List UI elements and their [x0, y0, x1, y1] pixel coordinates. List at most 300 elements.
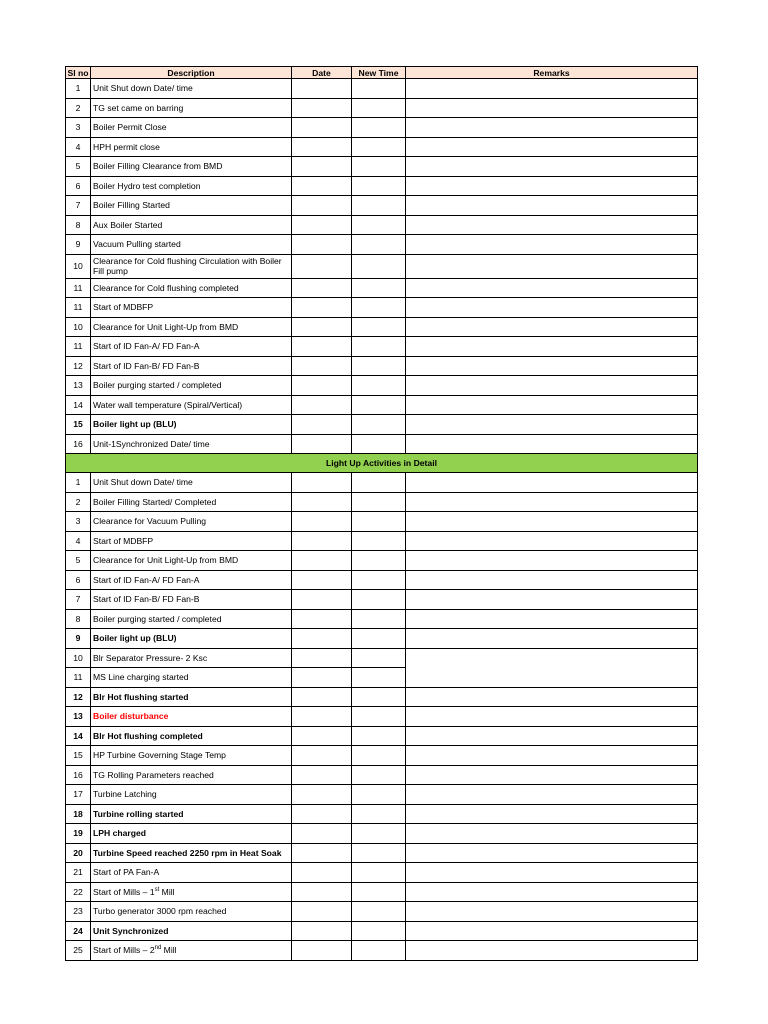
- date-cell[interactable]: [292, 512, 352, 532]
- table-row: [66, 337, 698, 357]
- row-number: 9: [66, 629, 91, 649]
- description-text: Boiler Hydro test completion: [93, 180, 201, 191]
- row-number: 1: [66, 473, 91, 493]
- row-description: [91, 356, 292, 376]
- row-description: [91, 570, 292, 590]
- remarks-cell[interactable]: [406, 629, 698, 649]
- remarks-cell[interactable]: [406, 882, 698, 902]
- new-time-cell[interactable]: [352, 337, 406, 357]
- new-time-cell[interactable]: [352, 570, 406, 590]
- new-time-cell[interactable]: [352, 492, 406, 512]
- date-cell[interactable]: [292, 824, 352, 844]
- row-number: 14: [66, 395, 91, 415]
- remarks-cell[interactable]: [406, 356, 698, 376]
- description-text: Start of ID Fan-A/ FD Fan-A: [93, 574, 200, 585]
- description-text: TG Rolling Parameters reached: [93, 769, 214, 780]
- section-header-row: [66, 454, 698, 473]
- row-number: 2: [66, 492, 91, 512]
- row-number: 15: [66, 415, 91, 435]
- row-number: 2: [66, 98, 91, 118]
- new-time-cell[interactable]: [352, 473, 406, 493]
- row-description: [91, 157, 292, 177]
- date-cell[interactable]: [292, 863, 352, 883]
- table-row: [66, 137, 698, 157]
- new-time-cell[interactable]: [352, 590, 406, 610]
- remarks-cell[interactable]: [406, 196, 698, 216]
- row-number: 6: [66, 176, 91, 196]
- new-time-cell[interactable]: [352, 804, 406, 824]
- new-time-cell[interactable]: [352, 98, 406, 118]
- new-time-cell[interactable]: [352, 356, 406, 376]
- date-cell[interactable]: [292, 882, 352, 902]
- row-description: [91, 648, 292, 668]
- description-text: Unit-1Synchronized Date/ time: [93, 438, 210, 449]
- row-number: 21: [66, 863, 91, 883]
- row-description: [91, 434, 292, 454]
- new-time-cell[interactable]: [352, 118, 406, 138]
- new-time-cell[interactable]: [352, 137, 406, 157]
- description-text: HP Turbine Governing Stage Temp: [93, 750, 226, 761]
- table-row: [66, 473, 698, 493]
- remarks-cell[interactable]: [406, 551, 698, 571]
- remarks-cell[interactable]: [406, 215, 698, 235]
- description-text: Boiler Filling Started/ Completed: [93, 496, 217, 507]
- header-sl-no: Sl no: [67, 67, 89, 78]
- remarks-cell[interactable]: [406, 785, 698, 805]
- table-row: [66, 804, 698, 824]
- date-cell[interactable]: [292, 317, 352, 337]
- new-time-cell[interactable]: [352, 941, 406, 961]
- new-time-cell[interactable]: [352, 609, 406, 629]
- date-cell[interactable]: [292, 215, 352, 235]
- description-text: Start of MDBFP: [93, 302, 154, 313]
- row-number: 25: [66, 941, 91, 961]
- description-text: Water wall temperature (Spiral/Vertical): [93, 399, 243, 410]
- new-time-cell[interactable]: [352, 395, 406, 415]
- row-description: [91, 98, 292, 118]
- row-description: [91, 843, 292, 863]
- row-description: [91, 337, 292, 357]
- new-time-cell[interactable]: [352, 882, 406, 902]
- row-number: 19: [66, 824, 91, 844]
- row-description: [91, 668, 292, 688]
- date-cell[interactable]: [292, 726, 352, 746]
- row-number: 20: [66, 843, 91, 863]
- row-number: 24: [66, 921, 91, 941]
- date-cell[interactable]: [292, 551, 352, 571]
- description-text: Vacuum Pulling started: [93, 239, 181, 250]
- date-cell[interactable]: [292, 921, 352, 941]
- remarks-cell[interactable]: [406, 609, 698, 629]
- remarks-cell[interactable]: [406, 98, 698, 118]
- table-row: [66, 941, 698, 961]
- row-number: 3: [66, 512, 91, 532]
- remarks-cell[interactable]: [406, 512, 698, 532]
- description-text: Boiler purging started / completed: [93, 380, 222, 391]
- description-text: Clearance for Unit Light-Up from BMD: [93, 555, 239, 566]
- table-row: [66, 707, 698, 727]
- description-text: Start of Mills – 1: [93, 886, 155, 897]
- new-time-cell[interactable]: [352, 512, 406, 532]
- new-time-cell[interactable]: [352, 79, 406, 99]
- new-time-cell[interactable]: [352, 415, 406, 435]
- description-text: Turbine Speed reached 2250 rpm in Heat Soak: [93, 847, 282, 858]
- table-row: [66, 157, 698, 177]
- remarks-cell[interactable]: [406, 157, 698, 177]
- remarks-cell[interactable]: [406, 376, 698, 396]
- date-cell[interactable]: [292, 137, 352, 157]
- new-time-cell[interactable]: [352, 551, 406, 571]
- table-row: [66, 824, 698, 844]
- new-time-cell[interactable]: [352, 687, 406, 707]
- remarks-cell[interactable]: [406, 235, 698, 255]
- table-row: [66, 298, 698, 318]
- remarks-cell[interactable]: [406, 337, 698, 357]
- new-time-cell[interactable]: [352, 531, 406, 551]
- description-text: Start of ID Fan-A/ FD Fan-A: [93, 341, 200, 352]
- description-text: Boiler purging started / completed: [93, 613, 222, 624]
- row-description: [91, 512, 292, 532]
- row-number: 10: [66, 254, 91, 278]
- description-text: Boiler Permit Close: [93, 122, 167, 133]
- new-time-cell[interactable]: [352, 317, 406, 337]
- row-description: [91, 79, 292, 99]
- date-cell[interactable]: [292, 176, 352, 196]
- date-cell[interactable]: [292, 337, 352, 357]
- remarks-cell[interactable]: [406, 843, 698, 863]
- new-time-cell[interactable]: [352, 726, 406, 746]
- row-number: 11: [66, 278, 91, 298]
- table-row: [66, 395, 698, 415]
- table-row: [66, 215, 698, 235]
- description-text: MS Line charging started: [93, 672, 189, 683]
- row-description: [91, 687, 292, 707]
- ordinal-suffix: nd: [154, 945, 162, 952]
- row-number: 7: [66, 590, 91, 610]
- row-number: 23: [66, 902, 91, 922]
- new-time-cell[interactable]: [352, 629, 406, 649]
- table-row: [66, 726, 698, 746]
- remarks-cell[interactable]: [406, 863, 698, 883]
- date-cell[interactable]: [292, 473, 352, 493]
- date-cell[interactable]: [292, 531, 352, 551]
- remarks-cell[interactable]: [406, 278, 698, 298]
- row-number: 12: [66, 687, 91, 707]
- description-text: Blr Hot flushing started: [93, 691, 189, 702]
- row-description: [91, 531, 292, 551]
- remarks-cell[interactable]: [406, 590, 698, 610]
- description-text: Start of PA Fan-A: [93, 867, 160, 878]
- remarks-cell[interactable]: [406, 570, 698, 590]
- table-row: [66, 415, 698, 435]
- description-text: Boiler Filling Clearance from BMD: [93, 161, 223, 172]
- new-time-cell[interactable]: [352, 785, 406, 805]
- table-row: [66, 785, 698, 805]
- description-text: Turbine rolling started: [93, 808, 184, 819]
- date-cell[interactable]: [292, 376, 352, 396]
- date-cell[interactable]: [292, 278, 352, 298]
- description-text: Clearance for Unit Light-Up from BMD: [93, 321, 239, 332]
- row-number: 4: [66, 531, 91, 551]
- row-number: 8: [66, 215, 91, 235]
- new-time-cell[interactable]: [352, 215, 406, 235]
- table-row: [66, 176, 698, 196]
- row-description: [91, 707, 292, 727]
- table-row: [66, 921, 698, 941]
- description-text: LPH charged: [93, 828, 147, 839]
- row-description: [91, 551, 292, 571]
- header-new-time: New Time: [352, 67, 406, 79]
- remarks-cell[interactable]: [406, 415, 698, 435]
- description-text: Aux Boiler Started: [93, 219, 163, 230]
- table-row: [66, 746, 698, 766]
- table-row: [66, 531, 698, 551]
- table-row: [66, 376, 698, 396]
- remarks-cell[interactable]: [406, 254, 698, 278]
- row-description: [91, 176, 292, 196]
- row-number: 9: [66, 235, 91, 255]
- new-time-cell[interactable]: [352, 824, 406, 844]
- date-cell[interactable]: [292, 843, 352, 863]
- row-description: [91, 785, 292, 805]
- row-description: [91, 882, 292, 902]
- description-text: Turbo generator 3000 rpm reached: [93, 906, 227, 917]
- date-cell[interactable]: [292, 941, 352, 961]
- row-description: [91, 609, 292, 629]
- description-text: Unit Synchronized: [93, 925, 169, 936]
- row-number: 5: [66, 551, 91, 571]
- table-row: [66, 79, 698, 99]
- row-description: [91, 824, 292, 844]
- remarks-cell[interactable]: [406, 434, 698, 454]
- remarks-cell[interactable]: [406, 668, 698, 688]
- remarks-cell[interactable]: [406, 765, 698, 785]
- description-text: Start of ID Fan-B/ FD Fan-B: [93, 360, 200, 371]
- date-cell[interactable]: [292, 415, 352, 435]
- description-text: Blr Separator Pressure- 2 Ksc: [93, 652, 208, 663]
- date-cell[interactable]: [292, 98, 352, 118]
- description-text: Start of Mills – 2: [93, 945, 155, 956]
- row-number: 7: [66, 196, 91, 216]
- remarks-cell[interactable]: [406, 531, 698, 551]
- new-time-cell[interactable]: [352, 746, 406, 766]
- row-description: [91, 395, 292, 415]
- remarks-cell[interactable]: [406, 921, 698, 941]
- remarks-cell[interactable]: [406, 746, 698, 766]
- header-date: Date: [292, 67, 352, 79]
- row-number: 10: [66, 648, 91, 668]
- table-row: [66, 648, 698, 668]
- row-description: [91, 473, 292, 493]
- table-row: [66, 687, 698, 707]
- new-time-cell[interactable]: [352, 278, 406, 298]
- remarks-cell[interactable]: [406, 395, 698, 415]
- row-description: [91, 137, 292, 157]
- table-row: [66, 492, 698, 512]
- row-number: 8: [66, 609, 91, 629]
- row-number: 4: [66, 137, 91, 157]
- new-time-cell[interactable]: [352, 176, 406, 196]
- header-description: Description: [91, 67, 292, 79]
- new-time-cell[interactable]: [352, 298, 406, 318]
- row-description: [91, 317, 292, 337]
- activity-table: [65, 66, 698, 961]
- description-text: Turbine Latching: [93, 789, 157, 800]
- row-description: [91, 235, 292, 255]
- table-row: [66, 118, 698, 138]
- description-text: Boiler Filling Started: [93, 200, 170, 211]
- table-row: [66, 863, 698, 883]
- row-description: [91, 863, 292, 883]
- row-number: 6: [66, 570, 91, 590]
- date-cell[interactable]: [292, 434, 352, 454]
- new-time-cell[interactable]: [352, 863, 406, 883]
- date-cell[interactable]: [292, 668, 352, 688]
- new-time-cell[interactable]: [352, 648, 406, 668]
- date-cell[interactable]: [292, 235, 352, 255]
- new-time-cell[interactable]: [352, 843, 406, 863]
- row-number: 11: [66, 668, 91, 688]
- date-cell[interactable]: [292, 609, 352, 629]
- row-number: 16: [66, 765, 91, 785]
- row-number: 1: [66, 79, 91, 99]
- remarks-cell[interactable]: [406, 902, 698, 922]
- date-cell[interactable]: [292, 298, 352, 318]
- description-text: Start of ID Fan-B/ FD Fan-B: [93, 594, 200, 605]
- description-text: Clearance for Vacuum Pulling: [93, 516, 207, 527]
- remarks-cell[interactable]: [406, 648, 698, 668]
- remarks-cell[interactable]: [406, 707, 698, 727]
- date-cell[interactable]: [292, 785, 352, 805]
- date-cell[interactable]: [292, 707, 352, 727]
- date-cell[interactable]: [292, 804, 352, 824]
- date-cell[interactable]: [292, 687, 352, 707]
- description-text: Boiler light up (BLU): [93, 633, 177, 644]
- row-description: [91, 254, 292, 278]
- row-description: [91, 215, 292, 235]
- description-text: TG set came on barring: [93, 102, 184, 113]
- remarks-cell[interactable]: [406, 298, 698, 318]
- row-description: [91, 196, 292, 216]
- row-number: 11: [66, 298, 91, 318]
- row-description: [91, 921, 292, 941]
- date-cell[interactable]: [292, 629, 352, 649]
- row-description: [91, 278, 292, 298]
- row-description: [91, 804, 292, 824]
- table-row: [66, 551, 698, 571]
- remarks-cell[interactable]: [406, 137, 698, 157]
- row-description: [91, 765, 292, 785]
- row-description: [91, 726, 292, 746]
- remarks-cell[interactable]: [406, 473, 698, 493]
- remarks-cell[interactable]: [406, 941, 698, 961]
- date-cell[interactable]: [292, 765, 352, 785]
- section-title: Light Up Activities in Detail: [66, 454, 698, 473]
- row-description: [91, 746, 292, 766]
- row-description: [91, 629, 292, 649]
- date-cell[interactable]: [292, 492, 352, 512]
- row-number: 15: [66, 746, 91, 766]
- new-time-cell[interactable]: [352, 707, 406, 727]
- new-time-cell[interactable]: [352, 765, 406, 785]
- new-time-cell[interactable]: [352, 434, 406, 454]
- row-description: [91, 118, 292, 138]
- date-cell[interactable]: [292, 196, 352, 216]
- date-cell[interactable]: [292, 356, 352, 376]
- row-number: 18: [66, 804, 91, 824]
- description-text: Blr Hot flushing completed: [93, 730, 203, 741]
- new-time-cell[interactable]: [352, 921, 406, 941]
- remarks-cell[interactable]: [406, 176, 698, 196]
- new-time-cell[interactable]: [352, 668, 406, 688]
- row-description: [91, 941, 292, 961]
- date-cell[interactable]: [292, 570, 352, 590]
- date-cell[interactable]: [292, 254, 352, 278]
- table-row: [66, 765, 698, 785]
- header-row: [66, 67, 698, 79]
- table-row: [66, 356, 698, 376]
- date-cell[interactable]: [292, 590, 352, 610]
- activity-table-body: [66, 67, 698, 961]
- table-row: [66, 882, 698, 902]
- date-cell[interactable]: [292, 648, 352, 668]
- table-row: [66, 278, 698, 298]
- date-cell[interactable]: [292, 395, 352, 415]
- new-time-cell[interactable]: [352, 157, 406, 177]
- new-time-cell[interactable]: [352, 235, 406, 255]
- table-row: [66, 843, 698, 863]
- table-row: [66, 254, 698, 278]
- remarks-cell[interactable]: [406, 79, 698, 99]
- table-row: [66, 668, 698, 688]
- header-remarks: Remarks: [406, 67, 698, 79]
- row-description: [91, 590, 292, 610]
- new-time-cell[interactable]: [352, 254, 406, 278]
- new-time-cell[interactable]: [352, 902, 406, 922]
- remarks-cell[interactable]: [406, 317, 698, 337]
- description-text: Clearance for Cold flushing Circulation with Boiler Fill pump: [93, 256, 282, 276]
- row-description: [91, 376, 292, 396]
- row-number: 14: [66, 726, 91, 746]
- row-number: 22: [66, 882, 91, 902]
- table-row: [66, 434, 698, 454]
- new-time-cell[interactable]: [352, 376, 406, 396]
- table-row: [66, 317, 698, 337]
- table-row: [66, 512, 698, 532]
- remarks-cell[interactable]: [406, 824, 698, 844]
- date-cell[interactable]: [292, 118, 352, 138]
- date-cell[interactable]: [292, 746, 352, 766]
- description-text: Boiler disturbance: [93, 711, 169, 722]
- row-description: [91, 492, 292, 512]
- new-time-cell[interactable]: [352, 196, 406, 216]
- table-row: [66, 196, 698, 216]
- remarks-cell[interactable]: [406, 118, 698, 138]
- remarks-cell[interactable]: [406, 804, 698, 824]
- table-row: [66, 629, 698, 649]
- remarks-cell[interactable]: [406, 492, 698, 512]
- date-cell[interactable]: [292, 902, 352, 922]
- row-description: [91, 902, 292, 922]
- remarks-cell[interactable]: [406, 687, 698, 707]
- table-row: [66, 590, 698, 610]
- row-number: 11: [66, 337, 91, 357]
- date-cell[interactable]: [292, 79, 352, 99]
- row-number: 10: [66, 317, 91, 337]
- date-cell[interactable]: [292, 157, 352, 177]
- remarks-cell[interactable]: [406, 726, 698, 746]
- table-row: [66, 609, 698, 629]
